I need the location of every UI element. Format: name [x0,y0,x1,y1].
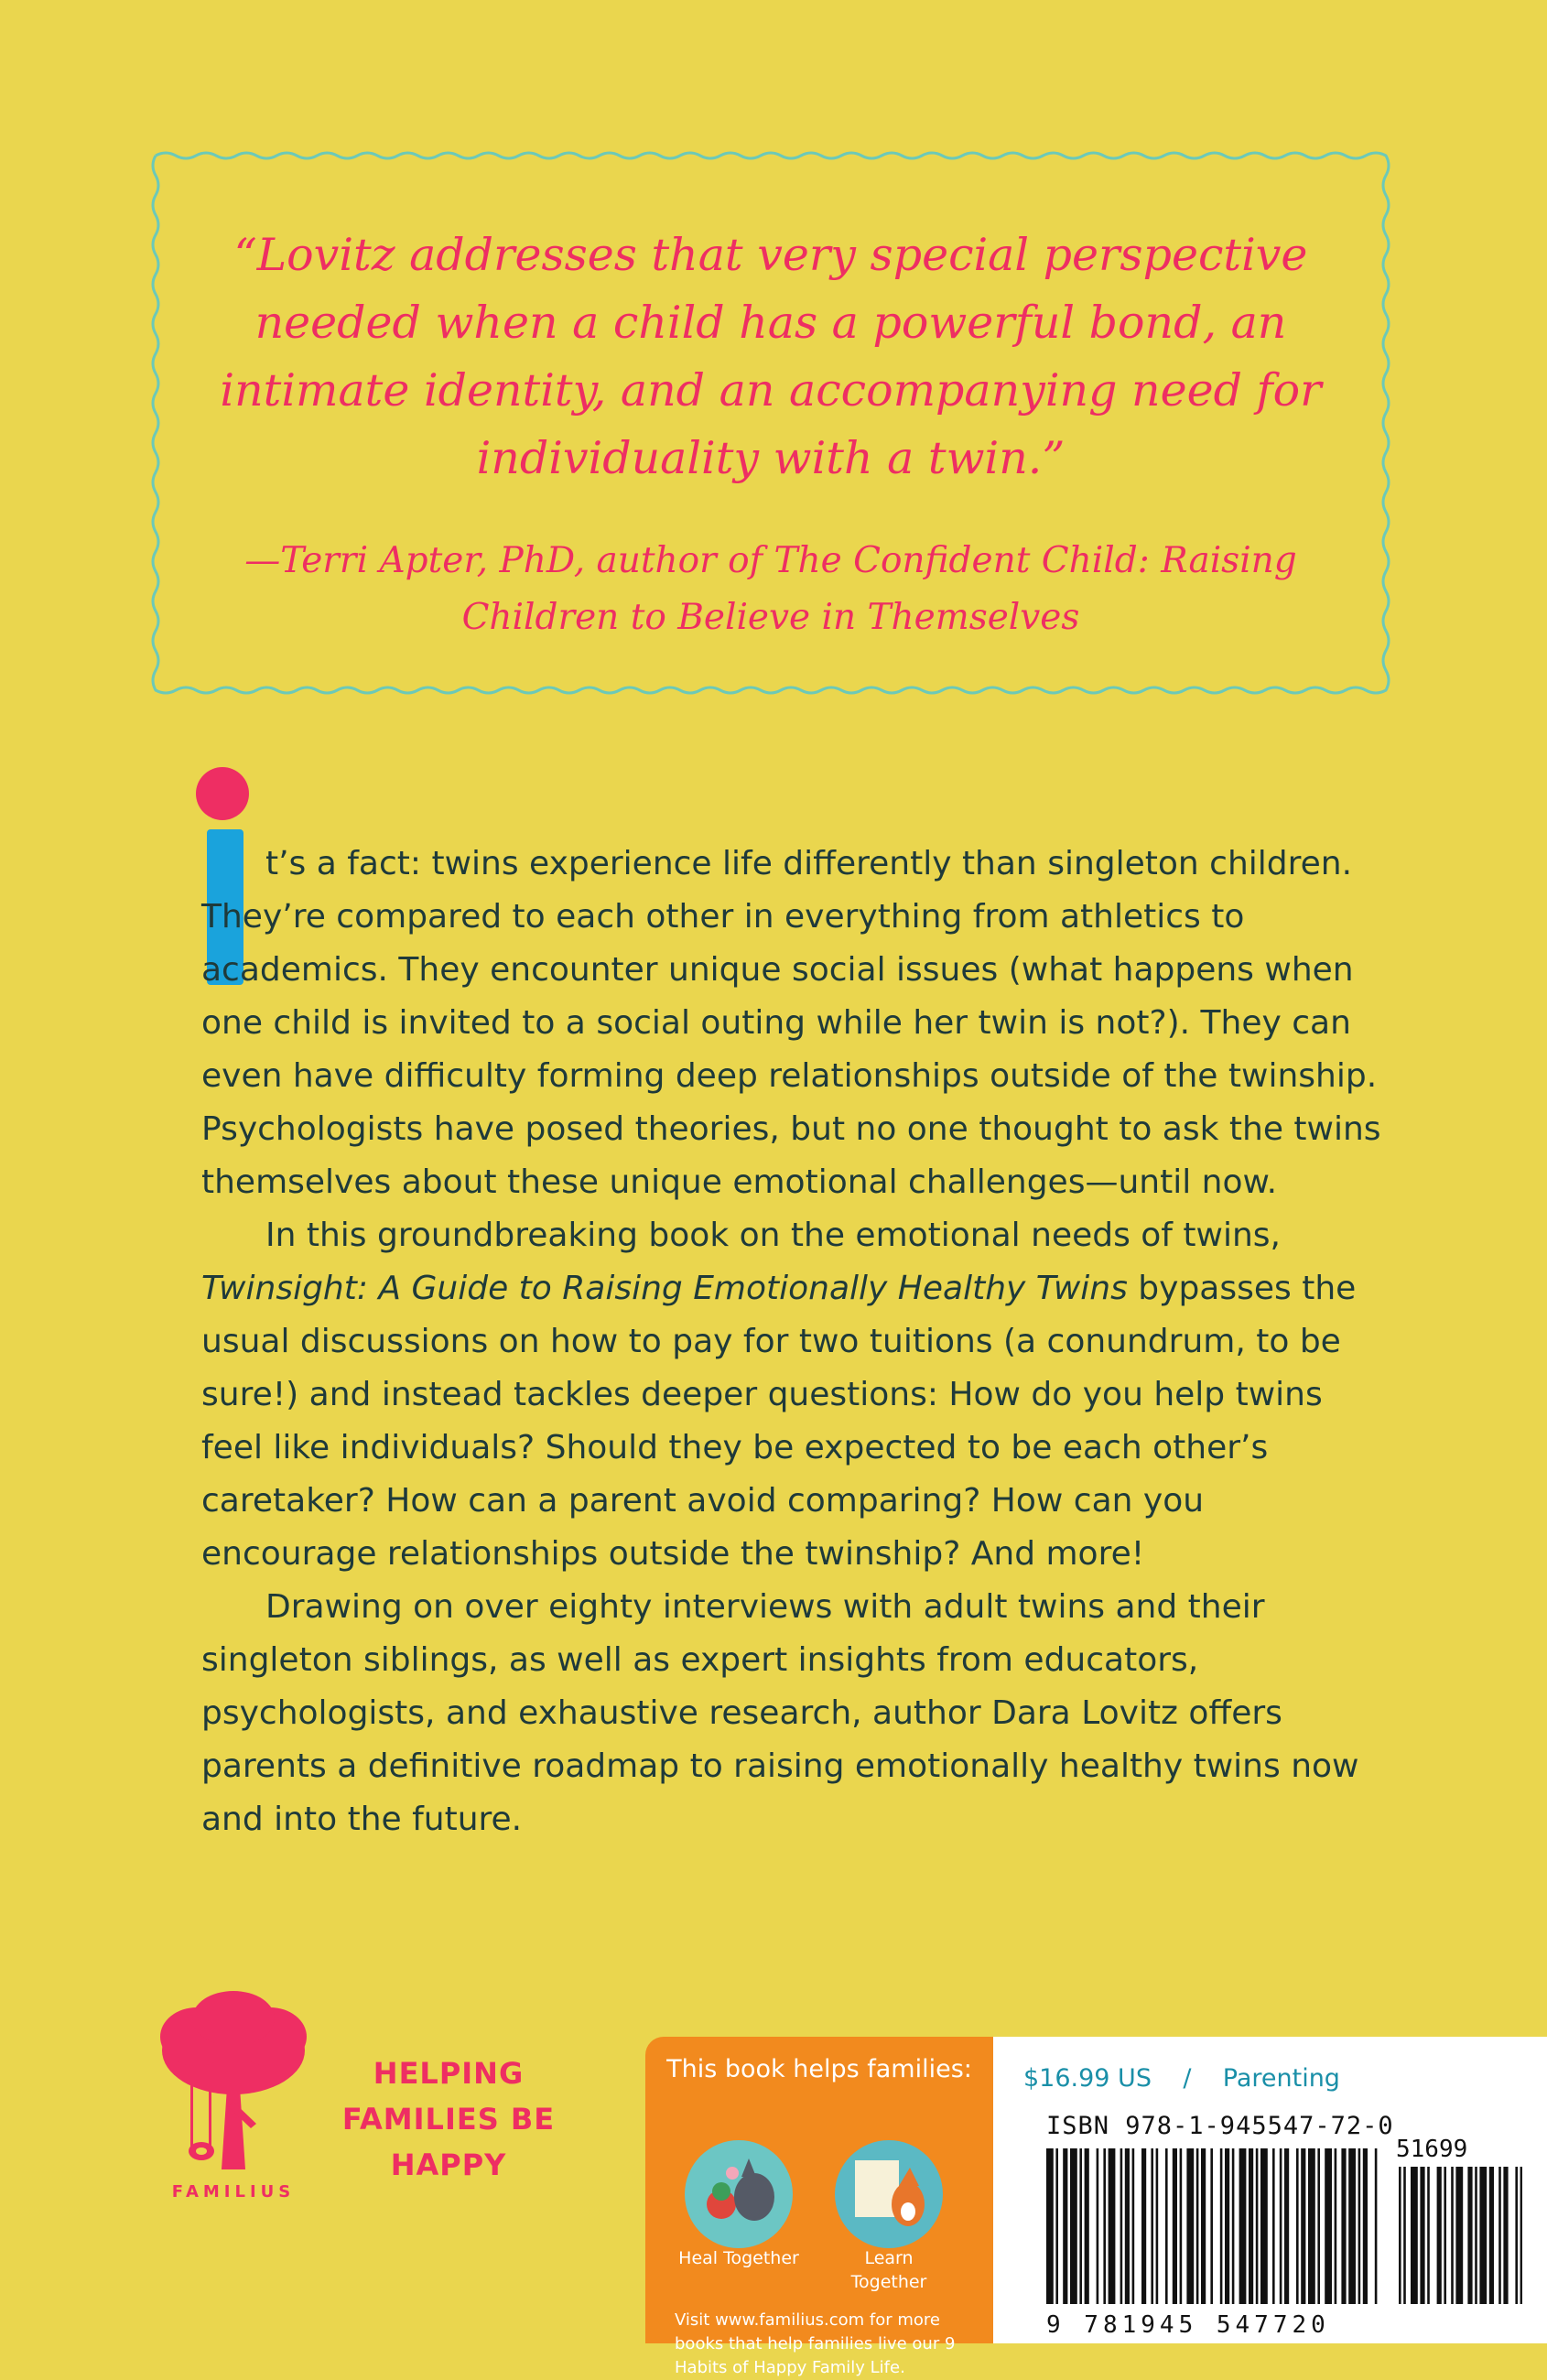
price-separator: / [1183,2064,1192,2093]
barcode [1046,2148,1522,2313]
endorsement-box [148,148,1393,698]
publisher-logo-name: FAMILIUS [171,2182,296,2202]
price: $16.99 US [1023,2064,1152,2093]
publisher-tagline: HELPING FAMILIES BE HAPPY [341,2056,556,2182]
description-paragraph-3: Drawing on over eighty interviews with adult twins and their singleton siblings, as well as expert insights from educators, psychologists, and exhaustive research, author Dara Lovitz offers parents a definitive roadmap to raising emotionally healthy twins now and into the future. [201,1588,1359,1838]
endorsement-attribution [203,533,1338,646]
barcode-addon-code: 51699 [1396,2136,1468,2163]
book-title: Twinsight: A Guide to Raising Emotionally Healthy Twins [201,1270,1128,1307]
tree-with-swing-icon [156,1986,311,2197]
retail-panel [993,2037,1547,2343]
isbn: ISBN 978-1-945547-72-0 [1046,2112,1394,2140]
fox-with-paper-icon [835,2140,943,2248]
habit-label-heal: Heal Together [678,2248,799,2268]
endorsement-quote: “Lovitz addresses that very special perspective needed when a child has a powerful bond, an intimate identity, and an accompanying need for individuality with a twin.” [220,229,1322,484]
attribution-author: —Terri Apter, PhD, author of [244,540,774,581]
dropcap-dot [196,767,249,820]
habit-label-learn: Learn Together [850,2248,927,2292]
category: Parenting [1222,2064,1340,2093]
attribution-book-title: The Confident Child: Raising Children to Believe in Themselves [461,540,1297,638]
description-paragraph-1: t’s a fact: twins experience life differently than singleton children. They’re compared to each other in everything from athletics to academics. They encounter unique social issues (what happens when one child is invited to a social outing while her twin is not?). They can even have difficulty forming deep relationships outside of the twinship. Psychologists have posed theories, but no one thought to ask the twins themselves about these unique emotional challenges—until now. [201,845,1381,1201]
bird-and-wolf-icon [685,2140,793,2248]
habits-panel-title: This book helps families: [666,2055,972,2083]
ean-digits: 9 781945 547720 [1046,2311,1330,2339]
book-description [201,838,1382,1846]
price-category-line [1023,2064,1340,2093]
description-paragraph-2: In this groundbreaking book on the emotional needs of twins, Twinsight: A Guide to Raising Emotionally Healthy Twins bypasses the usual discussions on how to pay for two tuitions (a conundrum, to be sure!) and instead tackles deeper questions: How do you help twins feel like individuals? Should they be expected to be each other’s caretaker? How can a parent avoid comparing? How can you encourage relationships outside the twinship? And more! [201,1217,1357,1573]
habits-panel-footer: Visit www.familius.com for more books that help families live our 9 Habits of Happy Family Life. [675,2310,956,2377]
